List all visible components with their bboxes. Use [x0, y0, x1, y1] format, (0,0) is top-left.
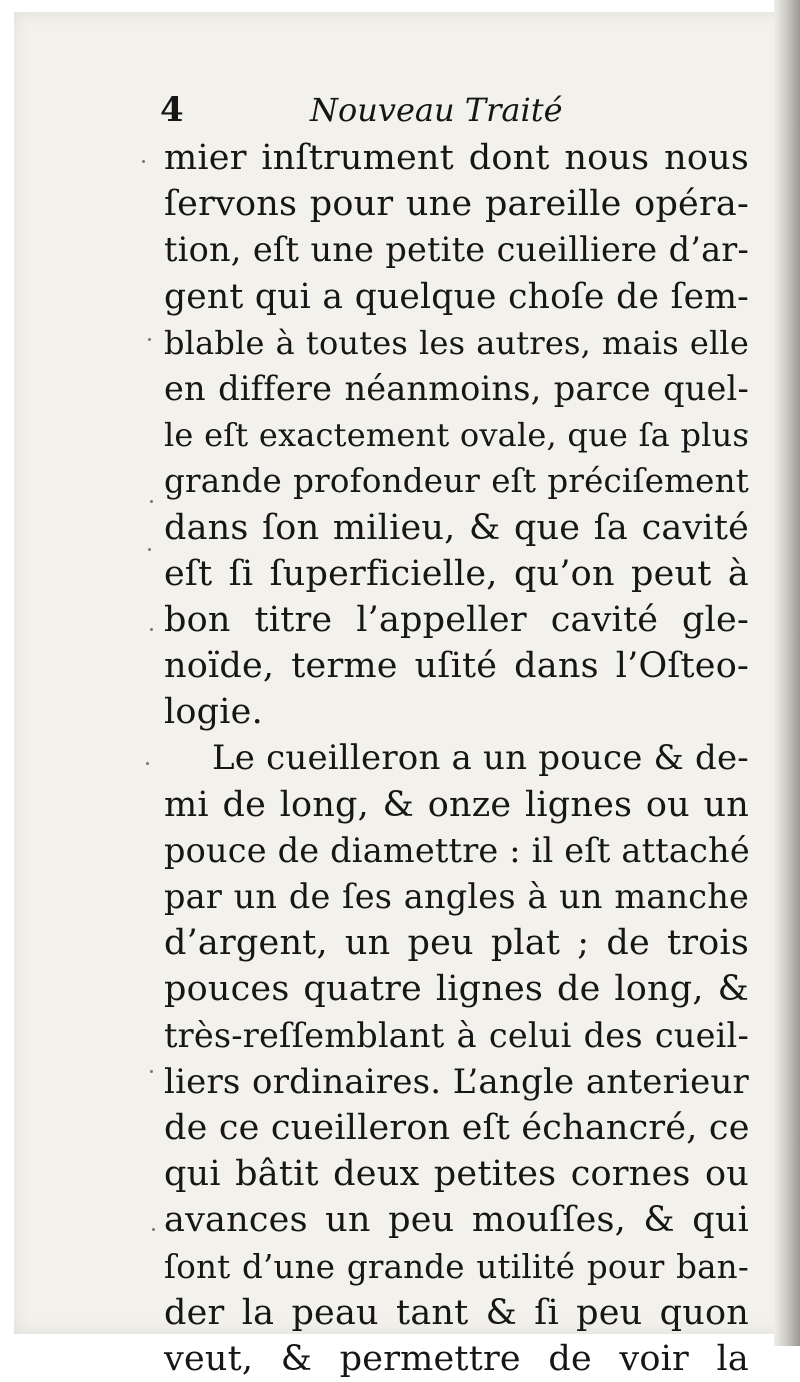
text-line: logie.: [164, 692, 263, 733]
text-line: blable à toutes les autres, mais elle: [164, 323, 749, 362]
text-line: veut, & permettre de voir la: [164, 1338, 749, 1379]
body-text: [164, 135, 749, 1382]
text-line: liers ordinaires. L’angle anterieur: [164, 1061, 749, 1102]
text-line: pouces quatre lignes de long, &: [164, 969, 749, 1010]
page-edge-shadow: [774, 0, 800, 1346]
text-line: ſont d’une grande utilité pour ban-: [164, 1247, 749, 1286]
text-line: ſervons pour une pareille opéra-: [164, 184, 749, 225]
text-line: par un de ſes angles à un manche: [164, 877, 749, 916]
text-line: très-reſſemblant à celui des cueil-: [164, 1015, 749, 1055]
text-line: dans ſon milieu, & que ſa cavité: [164, 507, 749, 548]
text-line: le eſt exactement ovale, que ſa plus: [164, 416, 749, 455]
text-line: eſt ſi ſuperficielle, qu’on peut à: [164, 553, 749, 594]
text-line: bon titre l’appeller cavité gle-: [164, 599, 749, 640]
text-line: grande profondeur eſt préciſement: [164, 462, 749, 501]
text-line: mier inſtrument dont nous nous: [164, 138, 749, 178]
text-line: qui bâtit deux petites cornes ou: [164, 1154, 749, 1195]
text-line: noïde, terme uſité dans l’Oſteo-: [164, 646, 749, 687]
text-line: d’argent, un peu plat ; de trois: [164, 923, 749, 964]
text-line: avances un peu mouſſes, & qui: [164, 1200, 749, 1241]
text-line: gent qui a quelque choſe de ſem-: [164, 276, 749, 317]
text-line: pouce de diamettre : il eſt attaché: [164, 830, 750, 870]
text-line: mi de long, & onze lignes ou un: [164, 784, 749, 825]
text-line: tion, eſt une petite cueilliere d’ar-: [164, 230, 749, 270]
text-line: de ce cueilleron eſt échancré, ce: [164, 1107, 750, 1148]
text-line: der la peau tant & ſi peu quon: [164, 1292, 749, 1333]
page-header: [160, 88, 600, 132]
paragraph-start-line: Le cueilleron a un pouce & de-: [212, 738, 749, 779]
running-head: Nouveau Traité: [310, 91, 563, 129]
page-number: 4: [160, 90, 184, 130]
text-line: en differe néanmoins, parce quel-: [164, 368, 749, 408]
